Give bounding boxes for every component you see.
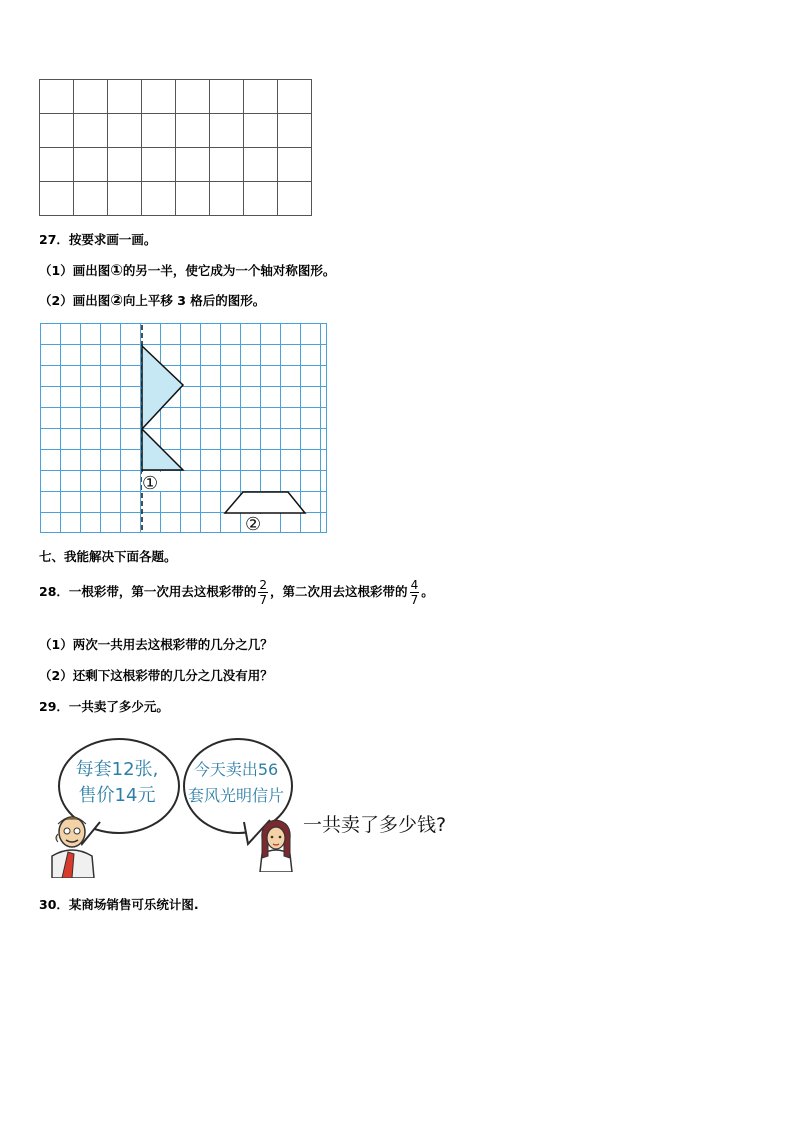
q28-frac1-denominator: 7 [259, 593, 268, 607]
q28-text-c: 。 [421, 584, 434, 599]
q28-fraction-2 [410, 578, 420, 607]
q28-sub2: （2）还剩下这根彩带的几分之几没有用？ [39, 668, 273, 683]
q28-sub1: （1）两次一共用去这根彩带的几分之几？ [39, 637, 273, 652]
q27-sub1-mark: ① [110, 261, 123, 279]
q27-sub1 [39, 261, 335, 279]
bubble-2-line-2: 套风光明信片 [187, 786, 284, 805]
figure-1-label: ① [142, 473, 159, 494]
q28-frac2-numerator: 4 [410, 578, 419, 592]
q28-text [39, 578, 434, 607]
figure-2-trapezoid [225, 492, 305, 513]
bubble-2-line-1: 今天卖出56 [193, 760, 279, 779]
q30-title: 30．某商场销售可乐统计图. [39, 897, 199, 912]
bubble-1-line-1: 每套12张, [75, 759, 159, 780]
q27-sub2 [39, 291, 265, 309]
q27-sub2-mark: ② [110, 291, 123, 309]
q28-frac1-numerator: 2 [259, 578, 268, 592]
empty-grid [39, 79, 313, 217]
bubble-1-text [66, 757, 168, 809]
bubble-2-text [187, 757, 285, 809]
woman-character-illustration [256, 816, 296, 872]
q27-sub1-suffix: 的另一半，使它成为一个轴对称图形。 [122, 263, 336, 278]
man-character-illustration [44, 808, 100, 878]
drawing-grid [40, 323, 329, 535]
q27-sub2-suffix: 向上平移 3 格后的图形。 [122, 293, 266, 308]
q29-question: 一共卖了多少钱? [303, 814, 447, 836]
q28-text-a: 28．一根彩带，第一次用去这根彩带的 [39, 584, 257, 599]
bubble-1-line-2: 售价14元 [78, 785, 156, 806]
section7-title: 七、我能解决下面各题。 [39, 549, 177, 564]
q28-text-b: ，第二次用去这根彩带的 [270, 584, 408, 599]
q27-sub2-prefix: （2）画出图 [39, 293, 111, 308]
q27-title: 27．按要求画一画。 [39, 232, 157, 247]
q29-title: 29．一共卖了多少元。 [39, 699, 169, 714]
figure-2-label: ② [245, 514, 262, 535]
q28-frac2-denominator: 7 [410, 593, 419, 607]
q27-sub1-prefix: （1）画出图 [39, 263, 111, 278]
q28-fraction-1 [258, 578, 268, 607]
